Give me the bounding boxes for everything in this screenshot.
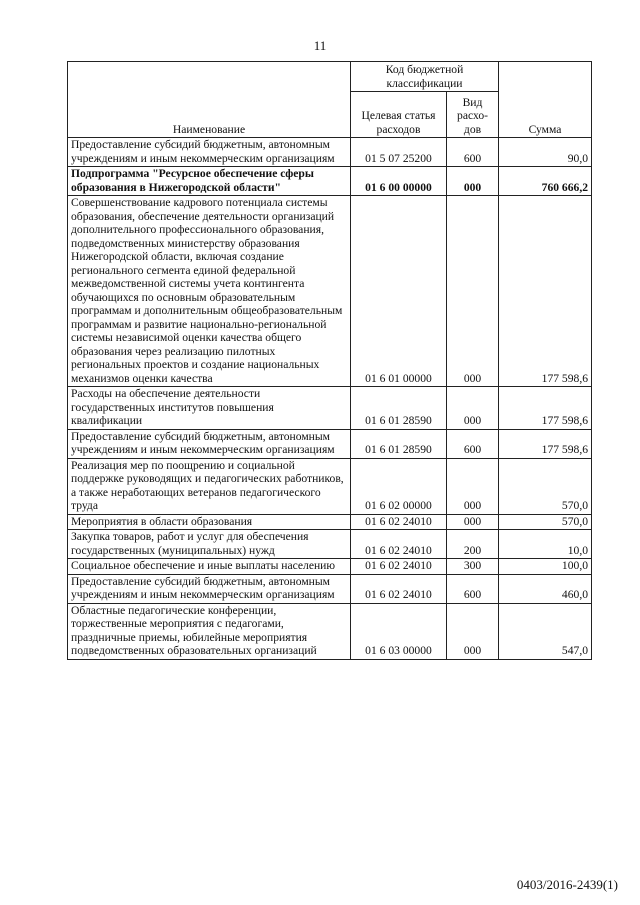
row-name: Социальное обеспечение и иные выплаты населению: [68, 559, 351, 575]
row-name: Реализация мер по поощрению и социальной поддержке руководящих и педагогических работников, а также неработающих ветеранов педагогического труда: [68, 458, 351, 514]
row-name: Областные педагогические конференции, торжественные мероприятия с педагогами, праздничные приемы, юбилейные мероприятия подведомственных образовательных организаций: [68, 603, 351, 659]
row-sum: 570,0: [499, 514, 592, 530]
header-sum: Сумма: [499, 62, 592, 138]
row-expense-kind: 600: [447, 429, 499, 458]
row-expense-kind: 000: [447, 387, 499, 430]
table-row: [68, 138, 592, 167]
row-expense-kind: 000: [447, 167, 499, 196]
table-row: [68, 574, 592, 603]
row-sum: 100,0: [499, 559, 592, 575]
row-target-item: 01 6 01 28590: [351, 387, 447, 430]
row-target-item: 01 6 02 00000: [351, 458, 447, 514]
row-target-item: 01 6 02 24010: [351, 574, 447, 603]
table-row: [68, 559, 592, 575]
row-name: Закупка товаров, работ и услуг для обеспечения государственных (муниципальных) нужд: [68, 530, 351, 559]
row-sum: 177 598,6: [499, 429, 592, 458]
table-row: [68, 196, 592, 387]
row-name: Расходы на обеспечение деятельности государственных институтов повышения квалификации: [68, 387, 351, 430]
row-name: Мероприятия в области образования: [68, 514, 351, 530]
row-target-item: 01 5 07 25200: [351, 138, 447, 167]
row-sum: 760 666,2: [499, 167, 592, 196]
row-expense-kind: 200: [447, 530, 499, 559]
row-name: Совершенствование кадрового потенциала системы образования, обеспечение деятельности организаций дополнительного профессионального образования, подведомственных министерству образования Нижегородской области, включая создание регионального сегмента единой федеральной межведомственной системы учета контингента обучающихся по основным образовательным программам и дополнительным общеобразовательным программам и развитие национально-региональной системы независимой оценки качества общего образования через реализацию пилотных региональных проектов и создание национальных механизмов оценки качества: [68, 196, 351, 387]
row-sum: 90,0: [499, 138, 592, 167]
row-target-item: 01 6 03 00000: [351, 603, 447, 659]
table-row: [68, 167, 592, 196]
row-target-item: 01 6 01 00000: [351, 196, 447, 387]
row-expense-kind: 600: [447, 574, 499, 603]
page-number: 11: [313, 38, 327, 53]
row-expense-kind: 300: [447, 559, 499, 575]
row-expense-kind: 000: [447, 603, 499, 659]
row-expense-kind: 600: [447, 138, 499, 167]
row-expense-kind: 000: [447, 196, 499, 387]
header-code-group: Код бюджетной классификации: [351, 62, 499, 92]
table-row: [68, 603, 592, 659]
document-code: 0403/2016-2439(1): [516, 877, 618, 892]
table-row: [68, 458, 592, 514]
row-name: Предоставление субсидий бюджетным, автономным учреждениям и иным некоммерческим организациям: [68, 429, 351, 458]
row-name: Предоставление субсидий бюджетным, автономным учреждениям и иным некоммерческим организациям: [68, 138, 351, 167]
row-target-item: 01 6 02 24010: [351, 514, 447, 530]
row-sum: 460,0: [499, 574, 592, 603]
table-body: [68, 138, 592, 660]
row-sum: 177 598,6: [499, 387, 592, 430]
row-name: Предоставление субсидий бюджетным, автономным учреждениям и иным некоммерческим организациям: [68, 574, 351, 603]
row-target-item: 01 6 01 28590: [351, 429, 447, 458]
row-target-item: 01 6 02 24010: [351, 559, 447, 575]
table-row: [68, 429, 592, 458]
table-row: [68, 387, 592, 430]
row-target-item: 01 6 02 24010: [351, 530, 447, 559]
row-target-item: 01 6 00 00000: [351, 167, 447, 196]
row-expense-kind: 000: [447, 514, 499, 530]
header-expense-kind: Вид расхо-дов: [447, 92, 499, 138]
header-target-item: Целевая статья расходов: [351, 92, 447, 138]
header-name: Наименование: [68, 62, 351, 138]
row-sum: 177 598,6: [499, 196, 592, 387]
row-sum: 10,0: [499, 530, 592, 559]
row-sum: 570,0: [499, 458, 592, 514]
row-sum: 547,0: [499, 603, 592, 659]
table-row: [68, 530, 592, 559]
row-name: Подпрограмма "Ресурсное обеспечение сферы образования в Нижегородской области": [68, 167, 351, 196]
row-expense-kind: 000: [447, 458, 499, 514]
budget-table: [67, 61, 592, 660]
table-row: [68, 514, 592, 530]
